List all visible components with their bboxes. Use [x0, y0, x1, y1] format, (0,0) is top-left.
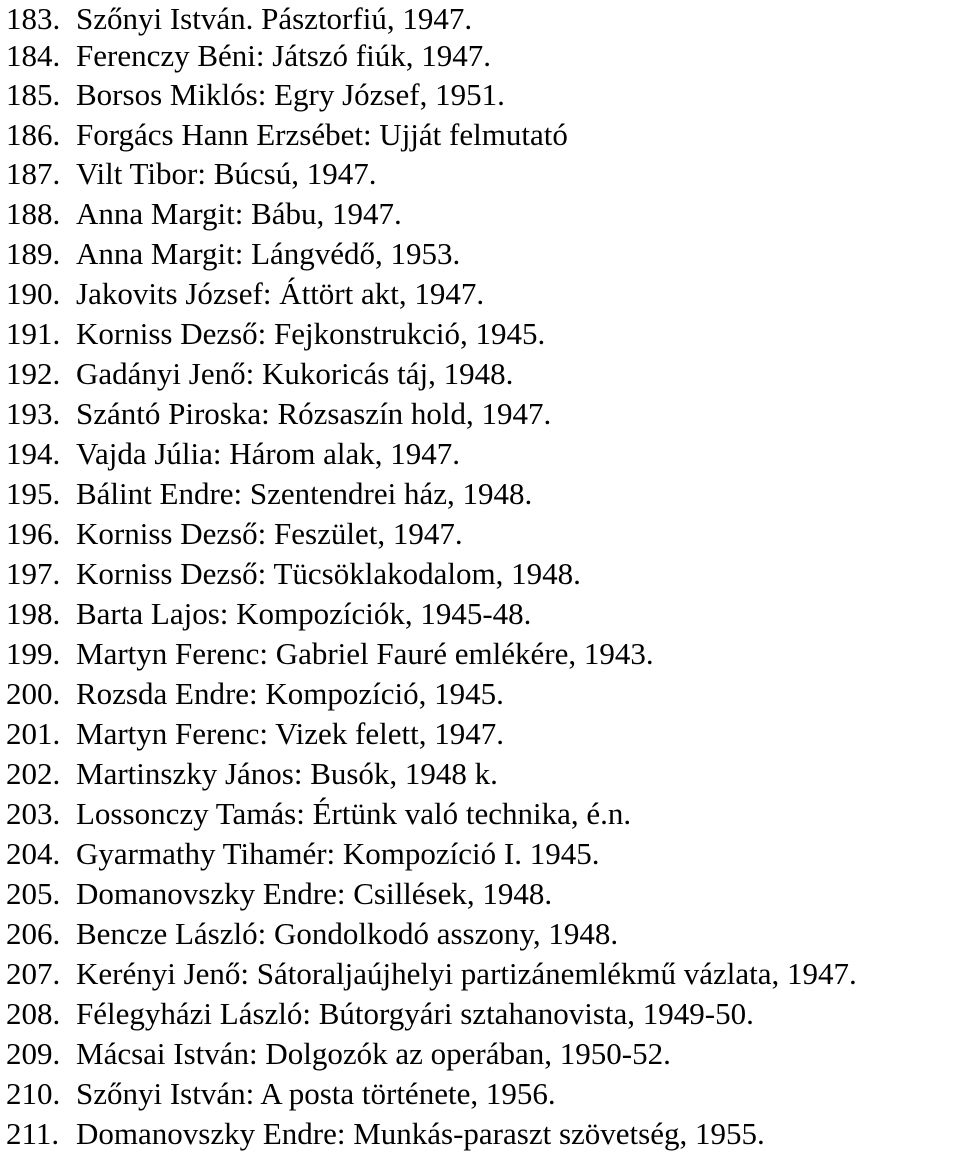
item-text: Rozsda Endre: Kompozíció, 1945.	[76, 676, 504, 711]
item-number: 203.	[6, 796, 61, 831]
list-item	[6, 674, 504, 714]
item-number: 202.	[6, 756, 61, 791]
list-item	[6, 234, 460, 274]
item-text: Szántó Piroska: Rózsaszín hold, 1947.	[76, 396, 552, 431]
item-text: Anna Margit: Lángvédő, 1953.	[76, 236, 461, 271]
item-text: Martyn Ferenc: Gabriel Fauré emlékére, 1943.	[76, 636, 654, 671]
list-item	[6, 954, 857, 994]
item-number: 200.	[6, 676, 61, 711]
item-number: 199.	[6, 636, 61, 671]
item-text: Martyn Ferenc: Vizek felett, 1947.	[76, 716, 504, 751]
list-item	[6, 994, 754, 1034]
item-number: 195.	[6, 476, 61, 511]
item-text: Bálint Endre: Szentendrei ház, 1948.	[76, 476, 533, 511]
list-item	[6, 194, 402, 234]
list-item	[6, 154, 376, 194]
item-number: 211.	[6, 1116, 60, 1151]
item-text: Barta Lajos: Kompozíciók, 1945-48.	[76, 596, 532, 631]
item-text: Korniss Dezső: Feszület, 1947.	[76, 516, 463, 551]
list-item	[6, 834, 600, 874]
item-number: 184.	[6, 38, 61, 73]
item-text: Korniss Dezső: Tücsöklakodalom, 1948.	[76, 556, 581, 591]
item-number: 198.	[6, 596, 61, 631]
list-item	[6, 1114, 765, 1154]
item-number: 187.	[6, 156, 61, 191]
list-item	[6, 0, 472, 39]
list-item	[6, 354, 513, 394]
item-number: 189.	[6, 236, 61, 271]
item-number: 183.	[6, 1, 61, 36]
item-text: Szőnyi István. Pásztorfiú, 1947.	[76, 1, 473, 36]
list-item	[6, 1034, 671, 1074]
item-number: 185.	[6, 77, 61, 112]
item-number: 205.	[6, 876, 61, 911]
item-text: Domanovszky Endre: Csillések, 1948.	[76, 876, 553, 911]
item-text: Gyarmathy Tihamér: Kompozíció I. 1945.	[76, 836, 600, 871]
item-text: Forgács Hann Erzsébet: Ujját felmutató	[76, 117, 568, 152]
list-item	[6, 794, 631, 834]
item-text: Ferenczy Béni: Játszó fiúk, 1947.	[76, 38, 491, 73]
list-item	[6, 914, 618, 954]
item-text: Kerényi Jenő: Sátoraljaújhelyi partizánemlékmű vázlata, 1947.	[76, 956, 857, 991]
item-text: Félegyházi László: Bútorgyári sztahanovista, 1949-50.	[76, 996, 754, 1031]
list-item	[6, 115, 568, 155]
list-item	[6, 394, 551, 434]
item-number: 191.	[6, 316, 61, 351]
item-number: 196.	[6, 516, 61, 551]
list-item	[6, 874, 552, 914]
item-text: Mácsai István: Dolgozók az operában, 1950-52.	[76, 1036, 671, 1071]
list-item	[6, 514, 463, 554]
item-number: 204.	[6, 836, 61, 871]
list-item	[6, 274, 484, 314]
list-item	[6, 314, 545, 354]
item-text: Vajda Júlia: Három alak, 1947.	[76, 436, 460, 471]
list-item	[6, 474, 532, 514]
item-text: Gadányi Jenő: Kukoricás táj, 1948.	[76, 356, 514, 391]
list-item	[6, 36, 491, 76]
item-number: 207.	[6, 956, 61, 991]
item-number: 194.	[6, 436, 61, 471]
item-text: Korniss Dezső: Fejkonstrukció, 1945.	[76, 316, 546, 351]
item-text: Borsos Miklós: Egry József, 1951.	[76, 77, 505, 112]
item-number: 197.	[6, 556, 61, 591]
item-number: 192.	[6, 356, 61, 391]
list-item	[6, 714, 504, 754]
item-number: 201.	[6, 716, 61, 751]
list-item	[6, 1074, 556, 1114]
list-item	[6, 634, 654, 674]
item-text: Martinszky János: Busók, 1948 k.	[76, 756, 498, 791]
item-number: 206.	[6, 916, 61, 951]
item-text: Szőnyi István: A posta története, 1956.	[76, 1076, 556, 1111]
list-item	[6, 594, 531, 634]
item-number: 210.	[6, 1076, 61, 1111]
item-text: Anna Margit: Bábu, 1947.	[76, 196, 402, 231]
list-item	[6, 554, 581, 594]
item-number: 209.	[6, 1036, 61, 1071]
item-text: Jakovits József: Áttört akt, 1947.	[76, 276, 485, 311]
item-text: Domanovszky Endre: Munkás-paraszt szövetség, 1955.	[76, 1116, 765, 1151]
list-item	[6, 434, 460, 474]
item-number: 190.	[6, 276, 61, 311]
item-text: Lossonczy Tamás: Értünk való technika, é.n.	[76, 796, 632, 831]
list-item	[6, 754, 498, 794]
item-number: 208.	[6, 996, 61, 1031]
item-number: 188.	[6, 196, 61, 231]
item-number: 186.	[6, 117, 61, 152]
item-text: Bencze László: Gondolkodó asszony, 1948.	[76, 916, 619, 951]
item-number: 193.	[6, 396, 61, 431]
list-item	[6, 75, 505, 115]
item-text: Vilt Tibor: Búcsú, 1947.	[76, 156, 377, 191]
